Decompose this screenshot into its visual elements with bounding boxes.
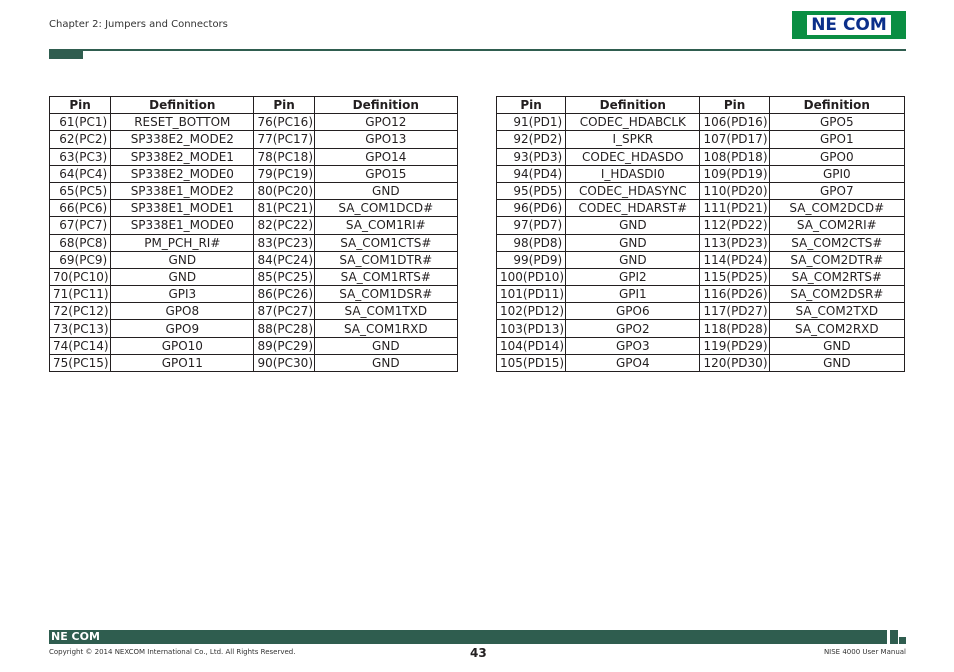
pin-cell: 104(PD14) <box>497 337 566 354</box>
pin-cell: 65(PC5) <box>50 182 111 199</box>
pin-cell: 78(PC18) <box>254 148 314 165</box>
pin-cell: 110(PD20) <box>700 182 769 199</box>
table-row <box>497 217 905 234</box>
pin-cell: 61(PC1) <box>50 114 111 131</box>
definition-cell: SA_COM2RXD <box>769 320 904 337</box>
pin-table-pd <box>496 96 905 372</box>
pin-cell: 66(PC6) <box>50 200 111 217</box>
table-row <box>497 182 905 199</box>
page-number: 43 <box>470 646 487 660</box>
pin-cell: 83(PC23) <box>254 234 314 251</box>
table-row <box>50 114 458 131</box>
pin-cell: 96(PD6) <box>497 200 566 217</box>
definition-cell: GPI0 <box>769 165 904 182</box>
definition-cell: SA_COM2DSR# <box>769 286 904 303</box>
pin-cell: 103(PD13) <box>497 320 566 337</box>
pin-cell: 73(PC13) <box>50 320 111 337</box>
definition-cell: SA_COM1RTS# <box>314 268 457 285</box>
definition-cell: GND <box>314 182 457 199</box>
pin-cell: 102(PD12) <box>497 303 566 320</box>
pin-cell: 77(PC17) <box>254 131 314 148</box>
definition-cell: GND <box>769 354 904 371</box>
definition-cell: SA_COM1DSR# <box>314 286 457 303</box>
definition-cell: GPI2 <box>566 268 700 285</box>
table-row <box>50 182 458 199</box>
pin-cell: 113(PD23) <box>700 234 769 251</box>
pin-cell: 63(PC3) <box>50 148 111 165</box>
definition-cell: SA_COM1TXD <box>314 303 457 320</box>
pin-cell: 106(PD16) <box>700 114 769 131</box>
pin-cell: 80(PC20) <box>254 182 314 199</box>
table-row <box>497 354 905 371</box>
definition-cell: RESET_BOTTOM <box>111 114 254 131</box>
pin-cell: 109(PD19) <box>700 165 769 182</box>
pin-cell: 89(PC29) <box>254 337 314 354</box>
logo-wordmark: NE COM <box>807 15 891 35</box>
definition-cell: GPO13 <box>314 131 457 148</box>
pin-cell: 81(PC21) <box>254 200 314 217</box>
definition-cell: CODEC_HDASYNC <box>566 182 700 199</box>
definition-cell: GPO14 <box>314 148 457 165</box>
pin-cell: 119(PD29) <box>700 337 769 354</box>
pin-cell: 118(PD28) <box>700 320 769 337</box>
nexcom-logo <box>792 11 906 39</box>
table-row <box>497 165 905 182</box>
chapter-title: Chapter 2: Jumpers and Connectors <box>49 19 228 30</box>
header-accent-block <box>49 51 83 59</box>
definition-cell: GPO0 <box>769 148 904 165</box>
pin-cell: 94(PD4) <box>497 165 566 182</box>
pin-cell: 90(PC30) <box>254 354 314 371</box>
definition-cell: GND <box>111 251 254 268</box>
definition-cell: GPO6 <box>566 303 700 320</box>
table-row <box>497 268 905 285</box>
table-row <box>497 337 905 354</box>
pin-cell: 86(PC26) <box>254 286 314 303</box>
definition-cell: GND <box>566 234 700 251</box>
pin-cell: 95(PD5) <box>497 182 566 199</box>
pin-cell: 75(PC15) <box>50 354 111 371</box>
pin-cell: 99(PD9) <box>497 251 566 268</box>
pin-cell: 98(PD8) <box>497 234 566 251</box>
pin-table-pc <box>49 96 458 372</box>
pin-cell: 74(PC14) <box>50 337 111 354</box>
definition-cell: GND <box>566 251 700 268</box>
definition-cell: GPO9 <box>111 320 254 337</box>
table-row <box>497 114 905 131</box>
definition-cell: GPO1 <box>769 131 904 148</box>
definition-cell: GND <box>566 217 700 234</box>
pin-cell: 92(PD2) <box>497 131 566 148</box>
definition-cell: SA_COM2DTR# <box>769 251 904 268</box>
definition-cell: I_HDASDI0 <box>566 165 700 182</box>
column-header: Pin <box>497 97 566 114</box>
definition-cell: CODEC_HDASDO <box>566 148 700 165</box>
column-header: Pin <box>50 97 111 114</box>
definition-cell: GND <box>111 268 254 285</box>
footer-bar <box>49 630 887 644</box>
pin-cell: 72(PC12) <box>50 303 111 320</box>
definition-cell: SA_COM1DCD# <box>314 200 457 217</box>
pin-cell: 67(PC7) <box>50 217 111 234</box>
pin-cell: 76(PC16) <box>254 114 314 131</box>
pin-cell: 105(PD15) <box>497 354 566 371</box>
definition-cell: GPO2 <box>566 320 700 337</box>
definition-cell: PM_PCH_RI# <box>111 234 254 251</box>
definition-cell: CODEC_HDARST# <box>566 200 700 217</box>
definition-cell: GPO5 <box>769 114 904 131</box>
table-row <box>497 251 905 268</box>
definition-cell: SA_COM2CTS# <box>769 234 904 251</box>
definition-cell: GPO7 <box>769 182 904 199</box>
definition-cell: CODEC_HDABCLK <box>566 114 700 131</box>
table-row <box>50 200 458 217</box>
table-row <box>50 354 458 371</box>
pin-cell: 107(PD17) <box>700 131 769 148</box>
definition-cell: GPO10 <box>111 337 254 354</box>
definition-cell: SP338E1_MODE2 <box>111 182 254 199</box>
table-row <box>50 303 458 320</box>
pin-cell: 68(PC8) <box>50 234 111 251</box>
definition-cell: SA_COM2RI# <box>769 217 904 234</box>
pin-cell: 85(PC25) <box>254 268 314 285</box>
pin-cell: 117(PD27) <box>700 303 769 320</box>
definition-cell: SA_COM1CTS# <box>314 234 457 251</box>
table-row <box>50 320 458 337</box>
definition-cell: SA_COM1RXD <box>314 320 457 337</box>
pin-cell: 64(PC4) <box>50 165 111 182</box>
definition-cell: GPO12 <box>314 114 457 131</box>
table-row <box>50 251 458 268</box>
table-row <box>50 148 458 165</box>
pin-cell: 91(PD1) <box>497 114 566 131</box>
table-header-row <box>50 97 458 114</box>
pin-cell: 115(PD25) <box>700 268 769 285</box>
pin-cell: 79(PC19) <box>254 165 314 182</box>
definition-cell: GPO3 <box>566 337 700 354</box>
table-row <box>497 200 905 217</box>
table-row <box>497 234 905 251</box>
column-header: Pin <box>254 97 314 114</box>
table-row <box>497 148 905 165</box>
pin-cell: 108(PD18) <box>700 148 769 165</box>
definition-cell: SA_COM2RTS# <box>769 268 904 285</box>
column-header: Definition <box>314 97 457 114</box>
definition-cell: SA_COM1RI# <box>314 217 457 234</box>
definition-cell: GPI1 <box>566 286 700 303</box>
table-row <box>50 165 458 182</box>
pin-cell: 87(PC27) <box>254 303 314 320</box>
table-row <box>497 286 905 303</box>
pin-cell: 112(PD22) <box>700 217 769 234</box>
pin-cell: 101(PD11) <box>497 286 566 303</box>
definition-cell: GPO15 <box>314 165 457 182</box>
table-row <box>50 217 458 234</box>
definition-cell: GPO8 <box>111 303 254 320</box>
definition-cell: GND <box>769 337 904 354</box>
table-row <box>497 303 905 320</box>
definition-cell: GPI3 <box>111 286 254 303</box>
table-row <box>497 320 905 337</box>
definition-cell: GND <box>314 337 457 354</box>
footer-accent-square-small <box>899 637 906 644</box>
pin-cell: 84(PC24) <box>254 251 314 268</box>
definition-cell: GPO4 <box>566 354 700 371</box>
definition-cell: SP338E2_MODE1 <box>111 148 254 165</box>
copyright-text: Copyright © 2014 NEXCOM International Co., Ltd. All Rights Reserved. <box>49 648 296 656</box>
table-row <box>497 131 905 148</box>
pin-cell: 97(PD7) <box>497 217 566 234</box>
pin-cell: 62(PC2) <box>50 131 111 148</box>
table-row <box>50 286 458 303</box>
pin-cell: 88(PC28) <box>254 320 314 337</box>
definition-cell: SA_COM2TXD <box>769 303 904 320</box>
pin-cell: 116(PD26) <box>700 286 769 303</box>
pin-cell: 114(PD24) <box>700 251 769 268</box>
pin-cell: 69(PC9) <box>50 251 111 268</box>
definition-cell: SA_COM1DTR# <box>314 251 457 268</box>
pin-cell: 71(PC11) <box>50 286 111 303</box>
definition-cell: SP338E2_MODE0 <box>111 165 254 182</box>
table-header-row <box>497 97 905 114</box>
definition-cell: GND <box>314 354 457 371</box>
footer-logo: NE COM <box>51 630 100 643</box>
footer-accent-square <box>890 630 898 644</box>
definition-cell: SP338E2_MODE2 <box>111 131 254 148</box>
header-rule <box>49 49 906 51</box>
definition-cell: GPO11 <box>111 354 254 371</box>
definition-cell: SP338E1_MODE1 <box>111 200 254 217</box>
table-row <box>50 268 458 285</box>
pin-cell: 111(PD21) <box>700 200 769 217</box>
column-header: Pin <box>700 97 769 114</box>
definition-cell: SA_COM2DCD# <box>769 200 904 217</box>
manual-name: NISE 4000 User Manual <box>823 648 906 656</box>
pin-cell: 93(PD3) <box>497 148 566 165</box>
table-row <box>50 234 458 251</box>
column-header: Definition <box>111 97 254 114</box>
column-header: Definition <box>566 97 700 114</box>
pin-cell: 82(PC22) <box>254 217 314 234</box>
definition-cell: I_SPKR <box>566 131 700 148</box>
table-row <box>50 337 458 354</box>
table-row <box>50 131 458 148</box>
column-header: Definition <box>769 97 904 114</box>
definition-cell: SP338E1_MODE0 <box>111 217 254 234</box>
pin-cell: 100(PD10) <box>497 268 566 285</box>
pin-cell: 120(PD30) <box>700 354 769 371</box>
pin-cell: 70(PC10) <box>50 268 111 285</box>
